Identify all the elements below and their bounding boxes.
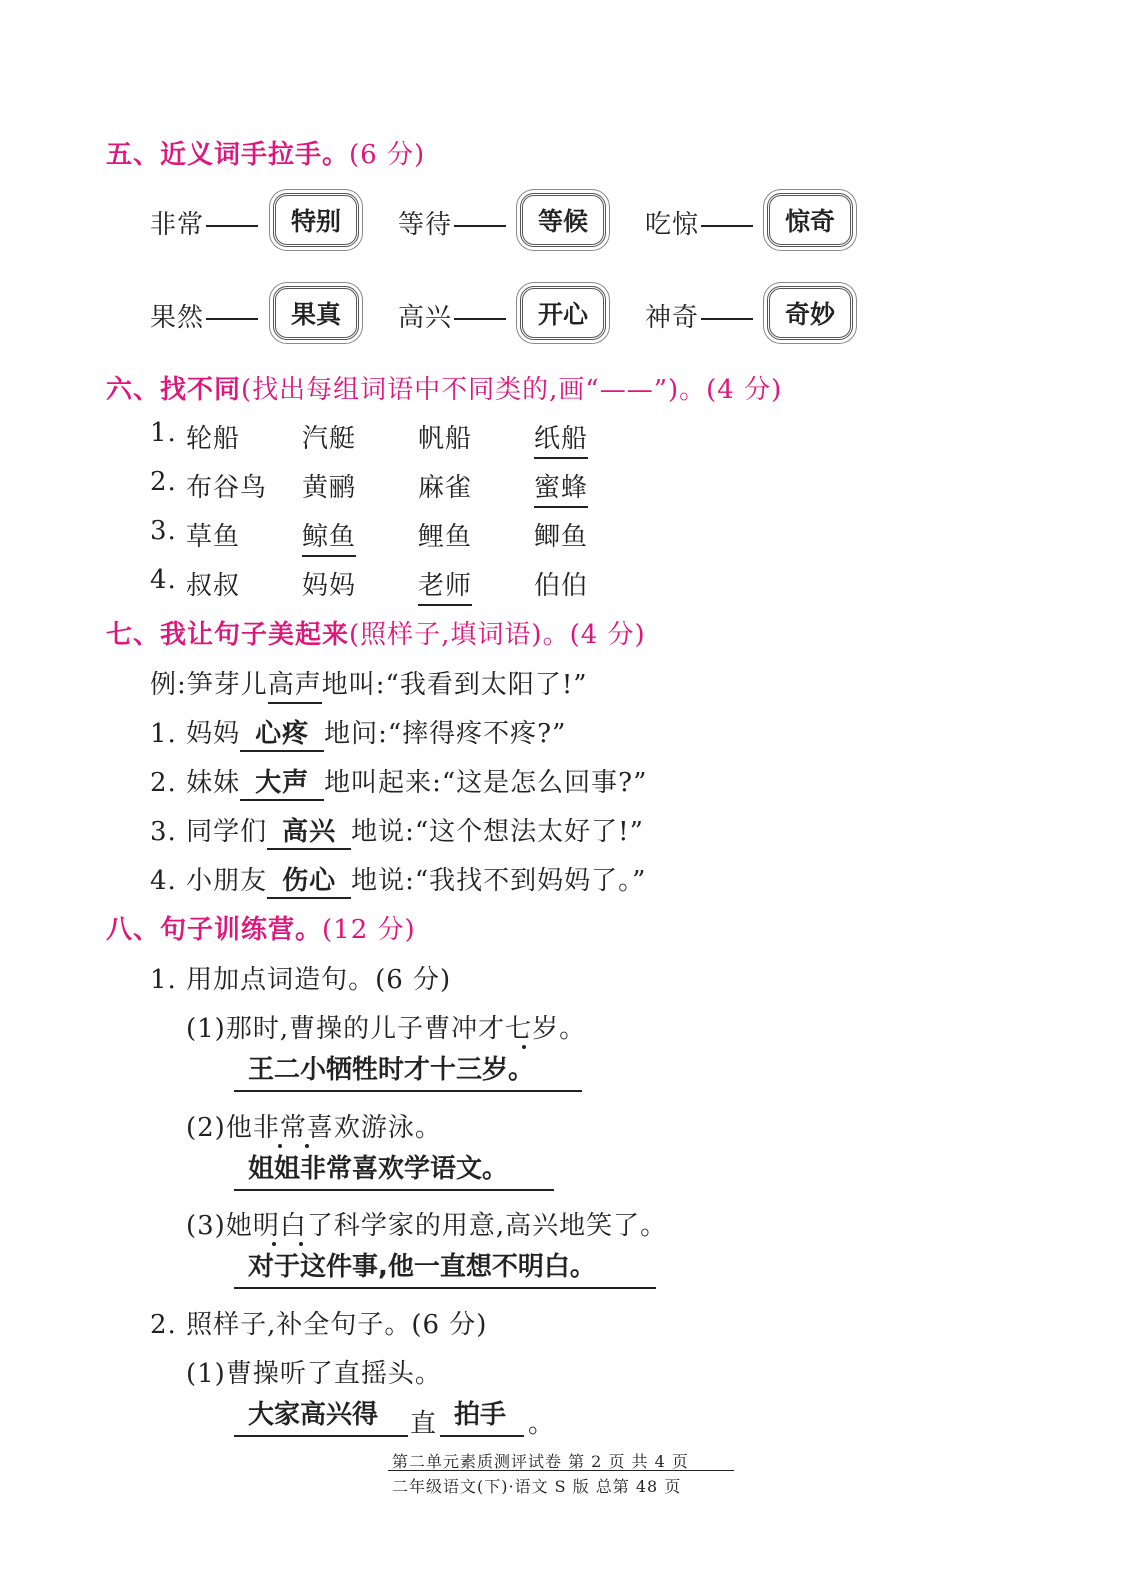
prompt-sentence: (2)他非常喜欢游泳。: [186, 1113, 442, 1143]
word-option: 帆船: [418, 424, 473, 454]
synonym-answer-box: 果真: [273, 286, 359, 340]
word-option: 伯伯: [534, 571, 589, 601]
synonym-word: 高兴: [398, 303, 453, 333]
synonym-answer-box: 等候: [520, 193, 606, 247]
row-number: 2.: [150, 768, 177, 798]
emphasis-dot: [522, 1045, 526, 1049]
prompt-sentence: (1)曹操听了直摇头。: [186, 1359, 442, 1389]
synonym-pair: [150, 204, 262, 241]
connector-dash: [701, 318, 753, 320]
word-option-underlined: 鲸鱼: [302, 516, 356, 557]
synonym-pair: [398, 297, 510, 334]
section-7-note: (照样子,填词语)。(4 分): [349, 620, 646, 650]
connector-dash: [206, 225, 258, 227]
word-option: 轮船: [186, 424, 241, 454]
synonym-answer-box: 奇妙: [767, 286, 853, 340]
answer-line: 王二小牺牲时才十三岁。: [234, 1052, 582, 1092]
word-option: 草鱼: [186, 522, 241, 552]
word-option: 麻雀: [418, 473, 473, 503]
word-option: 布谷鸟: [186, 473, 268, 503]
sentence-subject: 同学们: [186, 817, 268, 847]
fill-sentence: [150, 811, 644, 850]
sentence-rest: 地问:“摔得疼不疼?”: [324, 719, 567, 749]
section-8-title: 八、句子训练营。: [106, 915, 323, 945]
answer-blank: 高兴: [267, 811, 351, 850]
connector-dash: [454, 318, 506, 320]
footer-line-2: 二年级语文(下)·语文 S 版 总第 48 页: [392, 1477, 682, 1496]
sentence-rest: 地说:“我找不到妈妈了。”: [351, 866, 647, 896]
emphasis-dot: [299, 1242, 303, 1246]
answer-blank: 大声: [240, 762, 324, 801]
synonym-answer-box: 惊奇: [767, 193, 853, 247]
sentence-rest: 地叫起来:“这是怎么回事?”: [324, 768, 648, 798]
word-option: 叔叔: [186, 571, 241, 601]
synonym-answer-box: 开心: [520, 286, 606, 340]
sentence-subject: 妹妹: [186, 768, 241, 798]
sentence-rest: 地说:“这个想法太好了!”: [351, 817, 644, 847]
word-option-underlined: 蜜蜂: [534, 467, 588, 508]
prompt-sentence: (3)她明白了科学家的用意,高兴地笑了。: [186, 1211, 668, 1241]
example-word: 高声: [268, 670, 322, 704]
answer-blank: 心疼: [240, 713, 324, 752]
word-option: 鲫鱼: [534, 522, 589, 552]
example-prefix: 例:笋芽儿: [150, 670, 268, 700]
section-5-heading: [106, 134, 425, 171]
answer-line: 对于这件事,他一直想不明白。: [234, 1249, 656, 1289]
section-6-heading: [106, 369, 782, 406]
synonym-pair: [150, 297, 262, 334]
section-5-title: 五、近义词手拉手。: [106, 140, 350, 170]
footer-line-1: 第二单元素质测评试卷 第 2 页 共 4 页: [392, 1452, 689, 1471]
answer-line: 拍手: [440, 1397, 524, 1437]
answer-line: 姐姐非常喜欢学语文。: [234, 1151, 554, 1191]
example-sentence: [150, 664, 588, 701]
word-option-underlined: 老师: [418, 565, 472, 606]
word-option: 黄鹂: [302, 473, 357, 503]
row-number: 2.: [150, 467, 177, 497]
section-6-note: (找出每组词语中不同类的,画“——”)。(4 分): [241, 375, 783, 405]
connector-dash: [701, 225, 753, 227]
sentence-connector: 直: [410, 1409, 438, 1439]
section-8-heading: [106, 909, 416, 946]
synonym-word: 果然: [150, 303, 205, 333]
section-6-title: 六、找不同: [106, 375, 242, 405]
synonym-word: 神奇: [645, 303, 700, 333]
sentence-subject: 小朋友: [186, 866, 268, 896]
row-number: 4.: [150, 565, 177, 595]
row-number: 1.: [150, 418, 177, 448]
fill-sentence: [150, 860, 646, 899]
row-number: 3.: [150, 817, 177, 847]
row-number: 4.: [150, 866, 177, 896]
question-1-label: 1. 用加点词造句。(6 分): [150, 965, 452, 995]
sentence-subject: 妈妈: [186, 719, 241, 749]
prompt-sentence: (1)那时,曹操的儿子曹冲才七岁。: [186, 1014, 587, 1044]
connector-dash: [206, 318, 258, 320]
emphasis-dot: [305, 1144, 309, 1148]
synonym-word: 吃惊: [645, 210, 700, 240]
emphasis-dot: [272, 1242, 276, 1246]
word-option: 鲤鱼: [418, 522, 473, 552]
word-option: 汽艇: [302, 424, 357, 454]
section-7-title: 七、我让句子美起来: [106, 620, 350, 650]
synonym-answer-box: 特别: [273, 193, 359, 247]
fill-sentence: [150, 762, 647, 801]
answer-blank: 伤心: [267, 860, 351, 899]
section-7-heading: [106, 614, 646, 651]
row-number: 1.: [150, 719, 177, 749]
synonym-word: 非常: [150, 210, 205, 240]
section-5-score: (6 分): [349, 140, 426, 170]
word-option-underlined: 纸船: [534, 418, 588, 459]
answer-line: 大家高兴得: [234, 1397, 408, 1437]
emphasis-dot: [278, 1144, 282, 1148]
fill-sentence: [150, 713, 566, 752]
sentence-end: 。: [528, 1409, 556, 1439]
synonym-pair: [398, 204, 510, 241]
footer-divider: [388, 1470, 734, 1471]
synonym-pair: [645, 204, 757, 241]
word-option: 妈妈: [302, 571, 357, 601]
synonym-word: 等待: [398, 210, 453, 240]
question-2-label: 2. 照样子,补全句子。(6 分): [150, 1310, 488, 1340]
example-suffix: 地叫:“我看到太阳了!”: [321, 670, 588, 700]
row-number: 3.: [150, 516, 177, 546]
connector-dash: [454, 225, 506, 227]
synonym-pair: [645, 297, 757, 334]
section-8-score: (12 分): [322, 915, 416, 945]
